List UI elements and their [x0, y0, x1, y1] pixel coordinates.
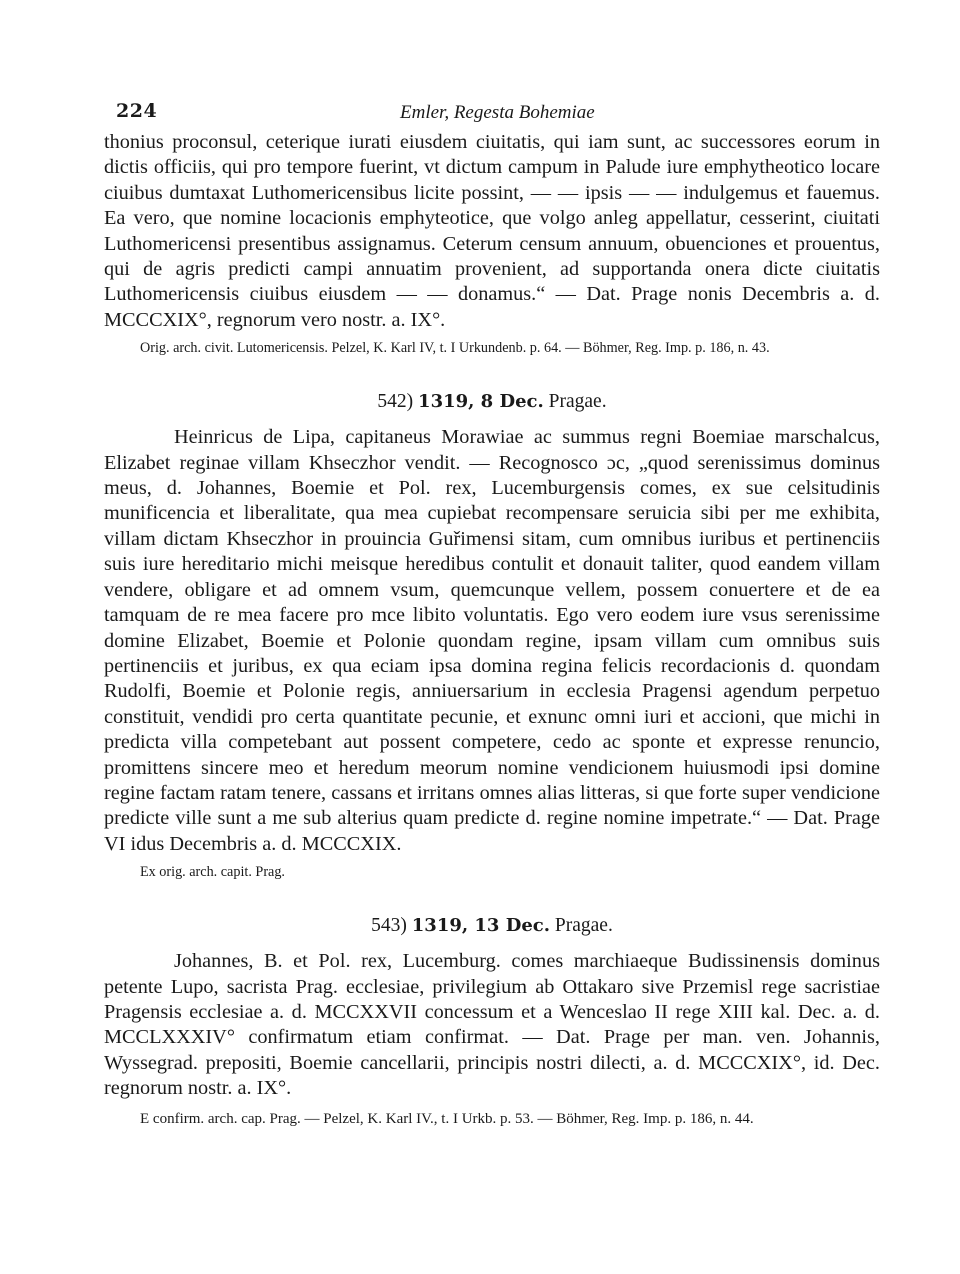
entry-date: 1319, 13 Dec. — [411, 915, 551, 937]
continuation-source: Orig. arch. civit. Lutomericensis. Pelzel, K. Karl IV, t. I Urkundenb. p. 64. — Böhmer, Reg. Imp. p. 186, n. 43. — [140, 340, 770, 357]
entry-heading — [104, 391, 880, 413]
entry-number: 543) — [371, 915, 407, 937]
entry-source: Ex orig. arch. capit. Prag. — [140, 864, 285, 881]
document-page — [104, 96, 880, 1129]
page-header — [104, 96, 880, 130]
entry-date: 1319, 8 Dec. — [418, 391, 544, 413]
entry-number: 542) — [377, 391, 414, 413]
page-number: 224 — [116, 100, 158, 122]
entry-text: Johannes, B. et Pol. rex, Lucemburg. comes marchiaeque Budissinensis dominus petente Lupo, sacrista Prag. ecclesiae, privilegium ab Ottakaro sive Przemisl rege sacristiae Pragensis ecclesiae a. d. MCCXXVII concessum et a Wenceslao II rege XIII kal. Dec. a. d. MCCLXXXIV° confirmatum etiam confirmat. — Dat. Prage per man. ven. Johannis, Wyssegrad. prepositi, Boemie cancellarii, principis nostri dilecti, a. d. MCCCXIX°, id. Dec. regnorum nostr. a. IX°. — [104, 950, 880, 1100]
entry-place: Pragae. — [554, 915, 613, 937]
continuation-paragraph: thonius proconsul, ceterique iurati eiusdem ciuitatis, qui iam sunt, ac successores eorum in dictis officiis, qui pro tempore fuerint, vt dictum campum in Palude iure emphytheotico locare ciuibus dumtaxat Luthomericensibus licite possint, — — ipsis — — indulgemus et fauemus. Ea vero, que nomine locacionis emphyteotice, que volgo anleg appellatur, cesserint, ciuitati Luthomericensi presentibus assignamus. Ceterum censum annuum, obuenciones et prouentus, qui de agris predicti campi annuatim provenient, ad supportanda onera dicte ciuitatis Luthomericensis ciuibus eiusdem — — donamus.“ — Dat. Prage nonis Decembris a. d. MCCCXIX°, regnorum vero nostr. a. IX°. — [104, 131, 880, 331]
regest-entry-543 — [104, 915, 880, 1128]
entry-heading — [104, 915, 880, 937]
running-title: Emler, Regesta Bohemiae — [400, 102, 595, 123]
entry-text: Heinricus de Lipa, capitaneus Morawiae ac summus regni Boemiae marschalcus, Elizabet reginae villam Khseczhor vendit. — Recognosco ɔc, „quod serenissimus dominus meus, d. Johannes, Boemie et Pol. rex, Lucemburgensis comes, ex sue celsitudinis munificencia et liberalitate, qua mea cupiebat recompensare seruicia sibi per me exhibita, villam dictam Khseczhor in prouincia Guřimensi sitam, cum omnibus iuribus et pertinenciis suis iure hereditario michi meisque heredibus contulit et donauit taliter, quod eandem villam vendere, obligare et ad omnem vsum, quemcunque vellem, possem conuertere et de ea tamquam de re mea facere pro mce libito voluntatis. Ego vero eodem iure vsus serenissime domine Elizabet, Boemie et Polonie quondam regine, ipsam villam cum omnibus suis pertinenciis et juribus, ex qua eciam ipsa domina regina felicis recordacionis d. quondam Rudolfi, Boemie et Polonie regis, anniuersarium in ecclesia Pragensi agendum perpetuo constituit, vendidi pro certa quantitate pecunie, et exnunc omni iuri et accioni, que michi in predicta villa competebant aut possent competere, cedo ac sponte et expresse renuncio, promittens sincere meo et heredum meorum nomine vendicionem huiusmodi ipsi domine regine factam ratam tenere, cassans et irritans omnes alias litteras, si que forte super vendicione predicte ville sunt a me sub alterius quam predicte d. regine nomine impetrate.“ — Dat. Prage VI idus Decembris a. d. MCCCXIX. — [104, 426, 880, 855]
entry-place: Pragae. — [548, 391, 607, 413]
regest-entry-542 — [104, 391, 880, 881]
entry-source: E confirm. arch. cap. Prag. — Pelzel, K. Karl IV., t. I Urkb. p. 53. — Böhmer, Reg. Imp. p. 186, n. 44. — [140, 1110, 754, 1127]
